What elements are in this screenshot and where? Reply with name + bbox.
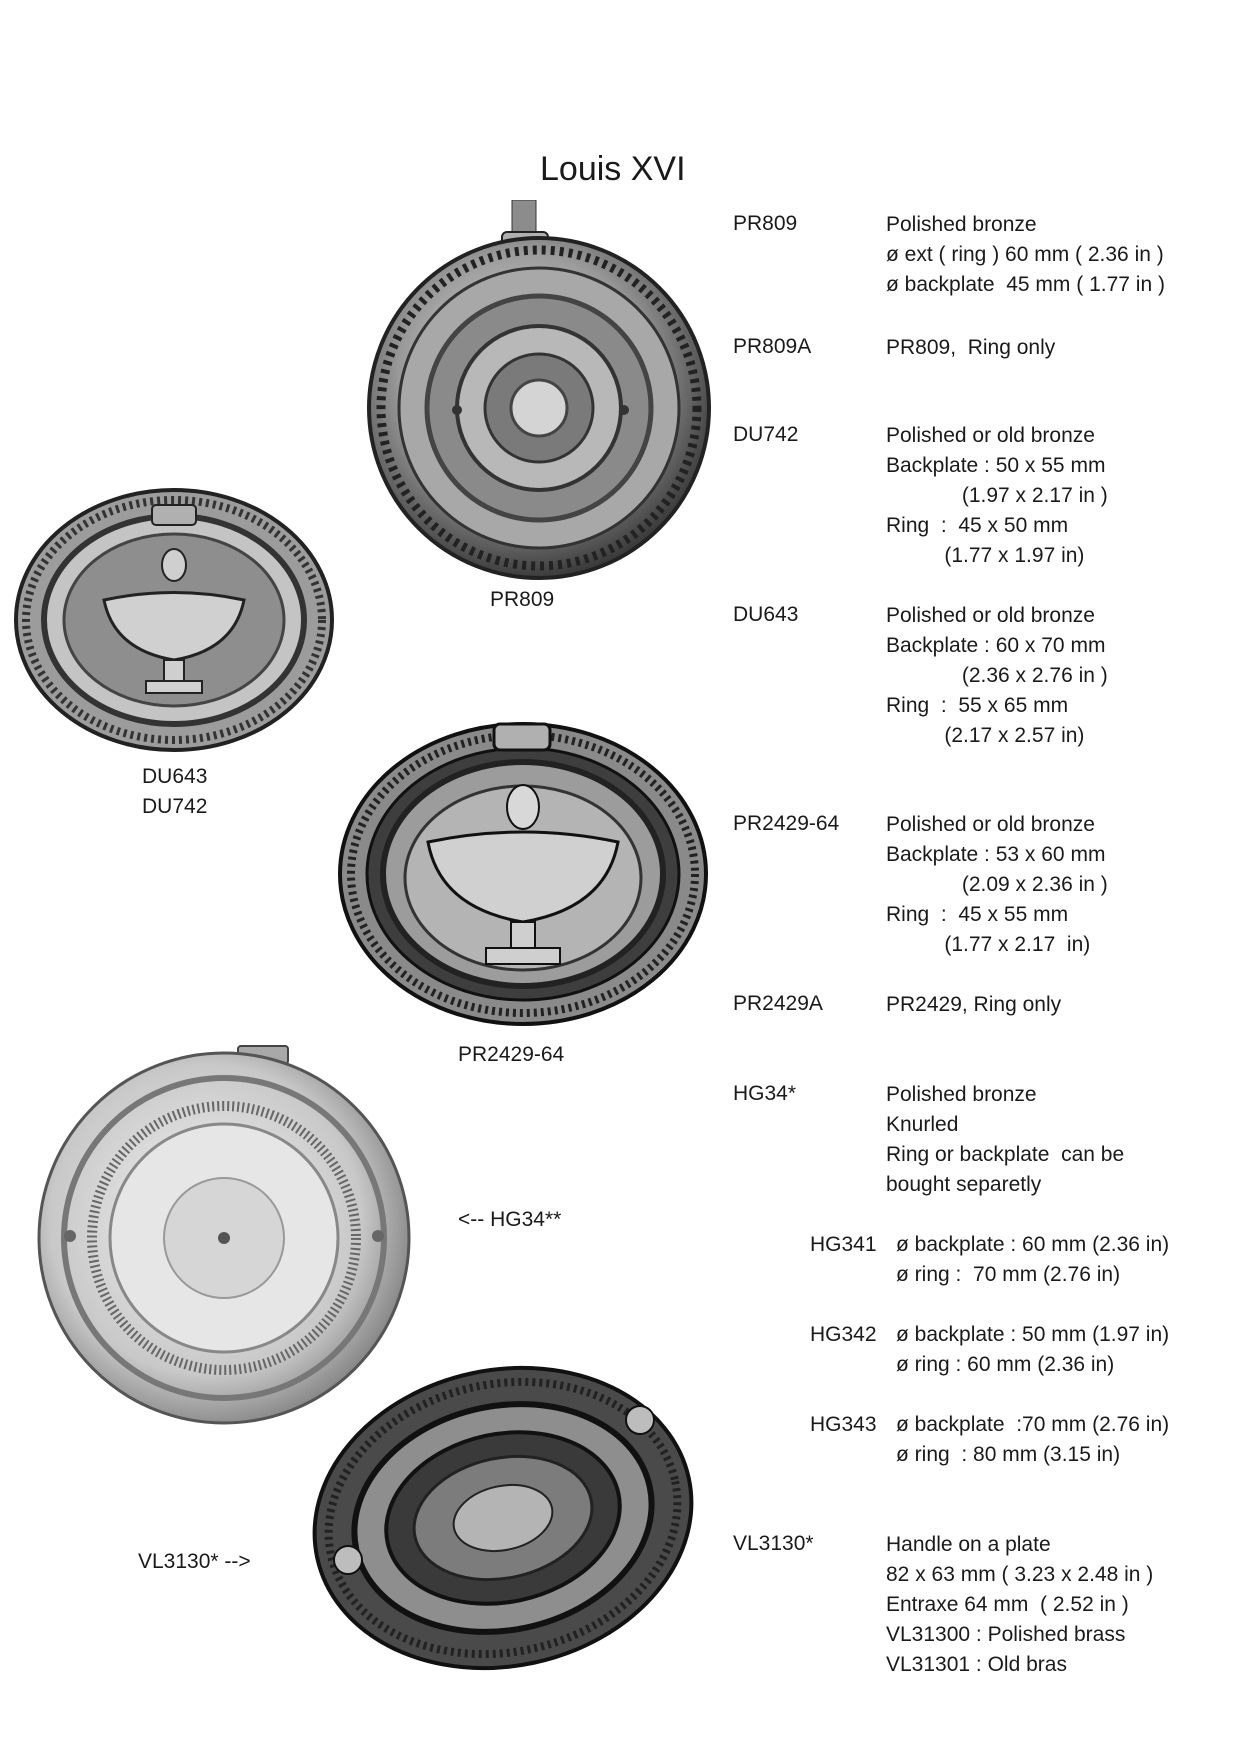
spec-line: Entraxe 64 mm ( 2.52 in ) <box>886 1593 1129 1616</box>
spec-line: Ring : 45 x 50 mm <box>886 514 1069 537</box>
spec-line: PR2429, Ring only <box>886 993 1062 1016</box>
caption-du742: DU742 <box>142 795 208 818</box>
hg-size-line: ø ring : 80 mm (3.15 in) <box>896 1443 1121 1466</box>
spec-line: Polished bronze <box>886 1083 1037 1106</box>
spec-line: Ring : 45 x 55 mm <box>886 903 1069 926</box>
spec-line: Polished bronze <box>886 213 1037 236</box>
spec-line: Backplate : 50 x 55 mm <box>886 454 1106 477</box>
spec-line: 82 x 63 mm ( 3.23 x 2.48 in ) <box>886 1563 1154 1586</box>
spec-line: (2.36 x 2.76 in ) <box>886 664 1108 687</box>
spec-line: Backplate : 53 x 60 mm <box>886 843 1106 866</box>
vl3130-photo <box>298 1350 708 1682</box>
spec-line: VL31300 : Polished brass <box>886 1623 1126 1646</box>
spec-line: (1.97 x 2.17 in ) <box>886 484 1108 507</box>
spec-code: HG34* <box>733 1082 797 1105</box>
spec-line: (2.09 x 2.36 in ) <box>886 873 1108 896</box>
hg-size-line: ø ring : 60 mm (2.36 in) <box>896 1353 1115 1376</box>
spec-line: PR809, Ring only <box>886 336 1056 359</box>
spec-line: Knurled <box>886 1113 959 1136</box>
spec-line: (2.17 x 2.57 in) <box>886 724 1085 747</box>
hg-size-code: HG341 <box>810 1233 877 1256</box>
spec-line: ø backplate 45 mm ( 1.77 in ) <box>886 273 1165 296</box>
hg-size-code: HG342 <box>810 1323 877 1346</box>
spec-line: Polished or old bronze <box>886 424 1095 447</box>
spec-code: PR809A <box>733 335 812 358</box>
spec-line: (1.77 x 2.17 in) <box>886 933 1091 956</box>
spec-line: Handle on a plate <box>886 1533 1051 1556</box>
spec-line: Polished or old bronze <box>886 813 1095 836</box>
spec-code: PR2429A <box>733 992 823 1015</box>
spec-line: ø ext ( ring ) 60 mm ( 2.36 in ) <box>886 243 1164 266</box>
caption-hg34: <-- HG34** <box>458 1208 562 1231</box>
hg-size-line: ø ring : 70 mm (2.76 in) <box>896 1263 1121 1286</box>
spec-line: Backplate : 60 x 70 mm <box>886 634 1106 657</box>
spec-line: Polished or old bronze <box>886 604 1095 627</box>
spec-line: (1.77 x 1.97 in) <box>886 544 1085 567</box>
hg-size-line: ø backplate : 60 mm (2.36 in) <box>896 1233 1170 1256</box>
spec-line: VL31301 : Old bras <box>886 1653 1067 1676</box>
hg-size-code: HG343 <box>810 1413 877 1436</box>
hg-size-line: ø backplate :70 mm (2.76 in) <box>896 1413 1170 1436</box>
caption-pr809: PR809 <box>490 588 555 611</box>
spec-code: PR2429-64 <box>733 812 840 835</box>
spec-code: PR809 <box>733 212 798 235</box>
caption-du643: DU643 <box>142 765 208 788</box>
pr809-photo <box>362 200 716 590</box>
caption-vl3130: VL3130* --> <box>138 1550 251 1573</box>
du643-photo <box>12 485 337 755</box>
spec-code: DU643 <box>733 603 799 626</box>
hg-size-line: ø backplate : 50 mm (1.97 in) <box>896 1323 1170 1346</box>
spec-line: bought separetly <box>886 1173 1042 1196</box>
pr2429-photo <box>336 712 710 1032</box>
spec-code: DU742 <box>733 423 799 446</box>
spec-code: VL3130* <box>733 1532 814 1555</box>
page-title: Louis XVI <box>540 150 686 188</box>
caption-pr2429: PR2429-64 <box>458 1043 565 1066</box>
spec-line: Ring or backplate can be <box>886 1143 1125 1166</box>
spec-line: Ring : 55 x 65 mm <box>886 694 1069 717</box>
